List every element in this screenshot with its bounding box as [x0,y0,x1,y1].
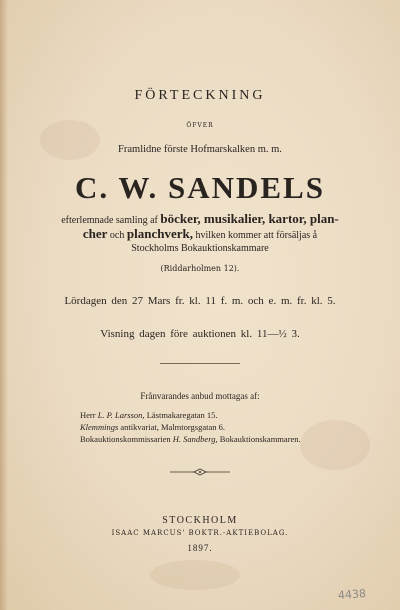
desc-bold: böcker, musikalier, kartor, plan- [160,211,339,226]
collector-name: C. W. SANDELS [75,170,325,205]
page-title: FÖRTECKNING [134,88,266,103]
divider-rule [160,363,240,364]
address-line: Klemmings antikvariat, Malmtorgsgatan 6. [80,422,226,432]
address-line: Herr L. P. Larsson, Lästmakaregatan 15. [80,410,218,420]
address-note: (Riddarholmen 12). [160,264,240,273]
auction-date: Lördagen den 27 Mars fr. kl. 11 f. m. och e. m. fr. kl. 5. [64,295,336,307]
viewing-time: Visning dagen före auktionen kl. 11—½ 3. [100,328,300,340]
printer-name: ISAAC MARCUS' BOKTR.-AKTIEBOLAG. [111,529,289,537]
desc-text: Stockholms Bokauktionskammare [131,243,269,254]
desc-bold: cher [82,226,108,241]
imprint-year: 1897. [187,543,213,553]
foxing-stain [300,420,370,470]
foxing-stain [150,560,240,590]
subtitle: Framlidne förste Hofmarskalken m. m. [118,144,282,155]
ornament-rule [168,468,232,476]
desc-text: hvilken kommer att försäljas å [192,230,318,241]
imprint-city: STOCKHOLM [162,515,238,526]
desc-bold: planchverk, [126,226,193,241]
ofver-label: ÖFVER [186,122,214,129]
collection-description [28,212,372,255]
desc-text: och [107,230,127,241]
address-line: Bokauktionskommissarien H. Sandberg, Bokauktionskammaren. [80,434,301,444]
bids-heading: Frånvarandes anbud mottagas af: [140,391,260,401]
pencil-annotation: 4438 [337,587,367,602]
bid-addresses [80,409,301,445]
desc-text: efterlemnade samling af [61,215,161,226]
